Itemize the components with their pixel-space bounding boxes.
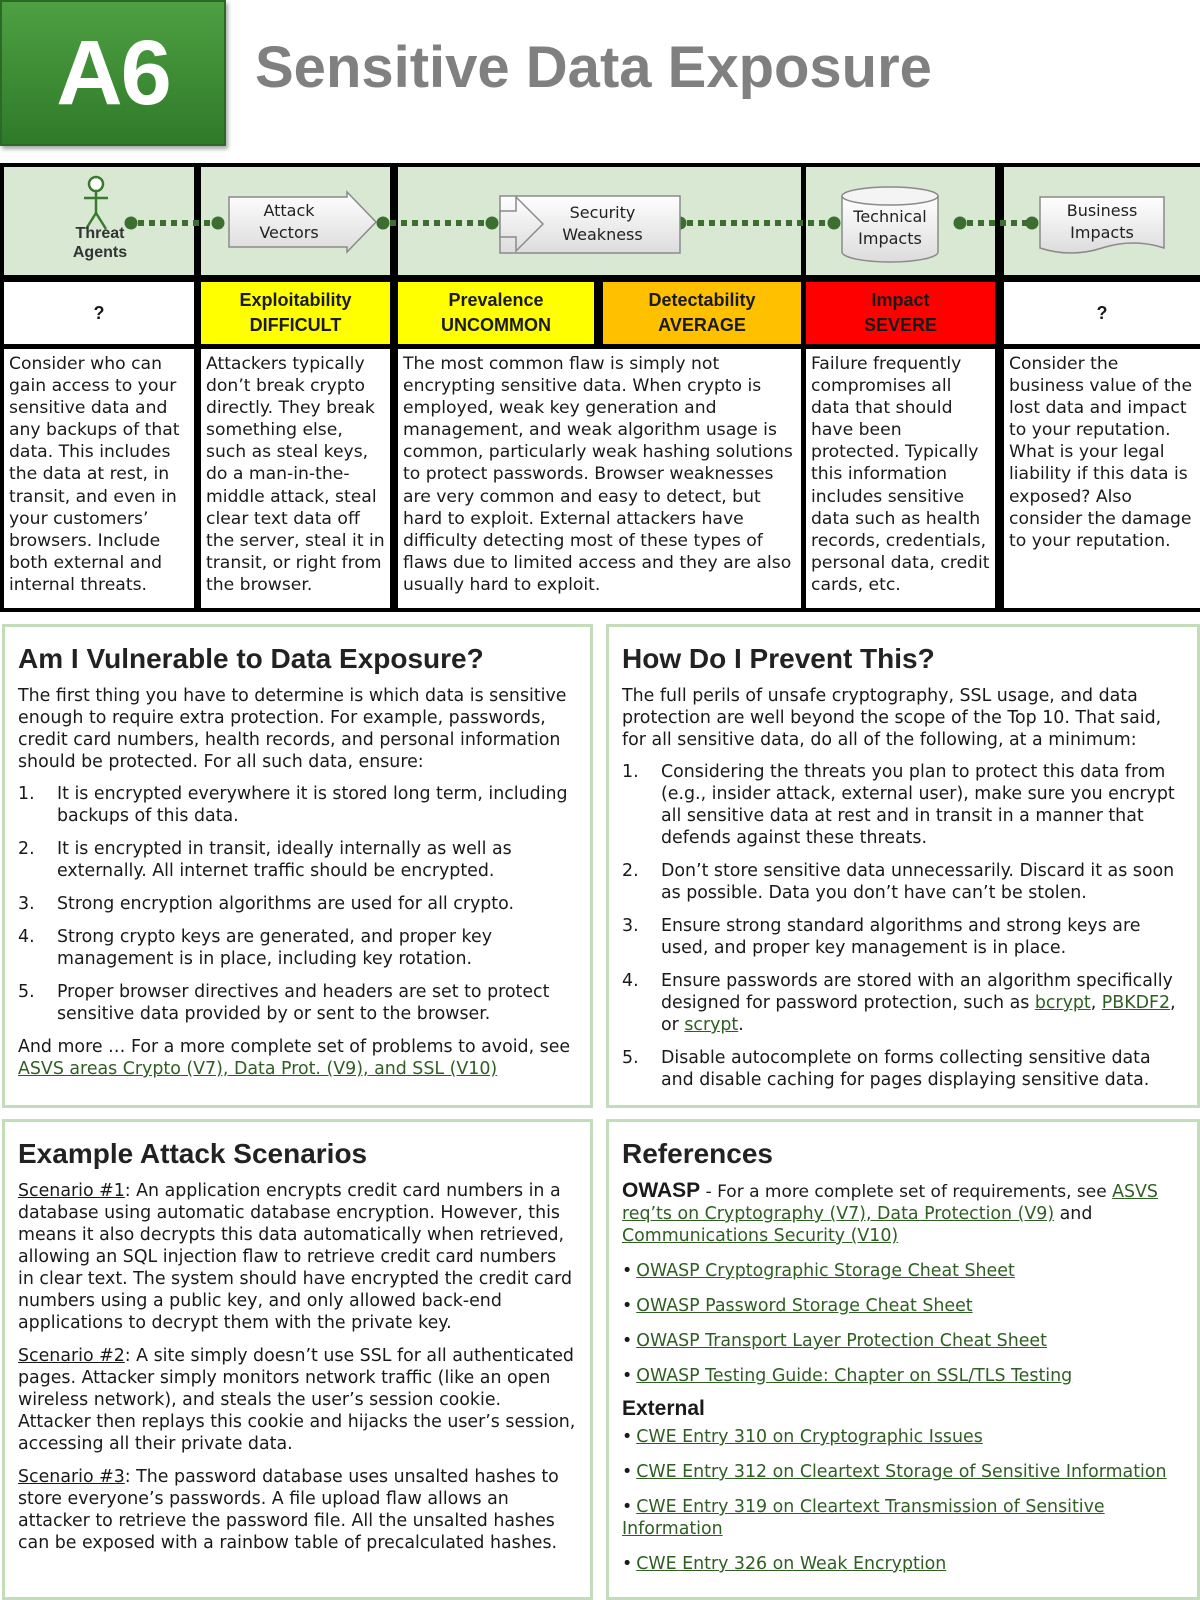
reference-item: [622, 1496, 1184, 1540]
scenarios-title: Example Attack Scenarios: [18, 1138, 368, 1169]
list-item: 1. Considering the threats you plan to protect this data from (e.g., insider attack, external user), make sure you encrypt all sensitive data at rest and in transit in a manner that defends against these threats.: [622, 762, 1175, 848]
list-item: 2. Don’t store sensitive data unnecessarily. Discard it as soon as possible. Data you don’t have can’t be stolen.: [622, 861, 1175, 903]
security-weakness-label: Security Weakness: [562, 203, 643, 244]
risk-descriptions-row: [0, 349, 1200, 608]
bullet: •: [622, 1261, 633, 1281]
list-item: 3. Strong encryption algorithms are used for all crypto.: [18, 894, 514, 914]
reference-link[interactable]: OWASP Transport Layer Protection Cheat Sheet: [636, 1331, 1047, 1351]
technical-description: Failure frequently compromises all data that should have been protected. Typically this information includes sensitive data such as health records, credentials, personal data, credit cards, etc.: [806, 349, 995, 608]
reference-link[interactable]: CWE Entry 312 on Cleartext Storage of Sensitive Information: [636, 1462, 1167, 1482]
prevalence-label: Prevalence: [448, 290, 544, 310]
risk-id-badge: A6: [0, 0, 226, 146]
prevent-list: [622, 761, 1184, 1091]
vulnerable-intro: The first thing you have to determine is which data is sensitive enough to require extra protection. For example, passwords, credit card numbers, health records, and personal information should be protected. For all such data, ensure:: [18, 686, 567, 772]
reference-link[interactable]: CWE Entry 319 on Cleartext Transmission of Sensitive Information: [622, 1497, 1105, 1539]
threat-rating-value: ?: [93, 302, 105, 323]
bullet: •: [622, 1331, 633, 1351]
list-item: 1. It is encrypted everywhere it is stored long term, including backups of this data.: [18, 784, 568, 826]
bcrypt-link[interactable]: bcrypt: [1034, 993, 1091, 1013]
impact-value: SEVERE: [863, 315, 938, 335]
bullet: •: [622, 1554, 633, 1574]
risk-flow-diagram: [0, 0, 1200, 300]
scenario-item: Scenario #3: The password database uses unsalted hashes to store everyone’s passwords. A file upload flaw allows an attacker to retrieve the password file. All the unsalted hashes can be exposed with a rainbow table of precalculated hashes.: [18, 1467, 559, 1553]
threat-description: Consider who can gain access to your sensitive data and any backups of that data. This includes the data at rest, in transit, and even in your customers’ browsers. Include both external and internal threats.: [4, 349, 194, 608]
detectability-label: Detectability: [648, 290, 756, 310]
vulnerable-more: [18, 1036, 577, 1080]
business-impacts-label: Business Impacts: [1066, 201, 1138, 242]
reference-link[interactable]: OWASP Password Storage Cheat Sheet: [636, 1296, 973, 1316]
prevent-title: How Do I Prevent This?: [622, 643, 935, 674]
asvs-crypto-link[interactable]: ASVS req’ts on Cryptography (V7), Data Protection (V9): [622, 1182, 1158, 1224]
bullet: •: [622, 1427, 633, 1447]
scenario-item: Scenario #1: An application encrypts credit card numbers in a database using automatic database encryption. However, this means it also decrypts this data automatically when retrieved, allowing an SQL injection flaw to retrieve credit card numbers in clear text. The system should have encrypted the credit card numbers using a public key, and only allowed back-end applications to decrypt them with the private key.: [18, 1181, 573, 1333]
business-rating-value: ?: [1096, 302, 1108, 323]
list-item: 2. It is encrypted in transit, ideally internally as well as externally. All internet traffic should be encrypted.: [18, 839, 512, 881]
reference-link[interactable]: CWE Entry 326 on Weak Encryption: [636, 1554, 947, 1574]
list-item: 5. Disable autocomplete on forms collecting sensitive data and disable caching for pages displaying sensitive data.: [622, 1048, 1151, 1090]
external-heading: External: [622, 1397, 705, 1420]
page-title: Sensitive Data Exposure: [255, 35, 932, 100]
threat-agent-person-icon: [84, 177, 108, 229]
exploitability-label: Exploitability: [239, 290, 352, 310]
bullet: •: [622, 1497, 633, 1517]
references-title: References: [622, 1138, 773, 1169]
vulnerable-panel: [2, 624, 593, 1108]
reference-item: [622, 1426, 1184, 1448]
vulnerable-more-text: And more … For a more complete set of problems to avoid, see: [18, 1037, 571, 1057]
detectability-value: AVERAGE: [658, 315, 746, 335]
weakness-description: The most common flaw is simply not encrypting sensitive data. When crypto is employed, weak key generation and management, and weak algorithm usage is common, particularly weak hashing solutions to protect passwords. Browser weaknesses are very common and easy to detect, but hard to exploit. External attackers have difficulty detecting most of these types of flaws due to limited access and they are also usually hard to exploit.: [398, 349, 801, 608]
vulnerable-title: Am I Vulnerable to Data Exposure?: [18, 643, 484, 674]
scenario-item: Scenario #2: A site simply doesn’t use SSL for all authenticated pages. Attacker simply monitors network traffic (like an open wireless network), and steals the user’s session cookie. Attacker then replays this cookie and hijacks the user’s session, accessing all their private data.: [18, 1346, 576, 1454]
owasp-reference-list: [622, 1260, 1184, 1387]
list-item: 4. Strong crypto keys are generated, and proper key management is in place, including key rotation.: [18, 927, 492, 969]
reference-item: [622, 1553, 1184, 1575]
attack-vectors-label: Attack Vectors: [259, 201, 319, 242]
list-item: 5. Proper browser directives and headers are set to protect sensitive data provided by or sent to the browser.: [18, 982, 550, 1024]
bullet: •: [622, 1296, 633, 1316]
impact-label: Impact: [871, 290, 930, 310]
pbkdf2-link[interactable]: PBKDF2: [1101, 993, 1171, 1013]
scenarios-panel: [2, 1119, 593, 1600]
prevent-intro: The full perils of unsafe cryptography, SSL usage, and data protection are well beyond the scope of the Top 10. That said, for all sensitive data, do all of the following, at a minimum:: [622, 686, 1162, 750]
bullet: •: [622, 1366, 633, 1386]
attack-description: Attackers typically don’t break crypto directly. They break something else, such as steal keys, do a man-in-the-middle attack, steal clear text data off the server, steal it in transit, or right from the browser.: [201, 349, 390, 608]
list-item: 3. Ensure strong standard algorithms and strong keys are used, and proper key management is in place.: [622, 916, 1141, 958]
business-description: Consider the business value of the lost data and impact to your reputation. What is your legal liability if this data is exposed? Also consider the damage to your reputation.: [1004, 349, 1200, 608]
owasp-intro: OWASP - For a more complete set of requirements, see ASVS req’ts on Cryptography (V7), Data Protection (V9) and Communications Security (V10): [622, 1179, 1158, 1246]
reference-item: [622, 1365, 1184, 1387]
reference-item: [622, 1461, 1184, 1483]
reference-link[interactable]: OWASP Cryptographic Storage Cheat Sheet: [636, 1261, 1015, 1281]
reference-item: [622, 1260, 1184, 1282]
asvs-areas-link[interactable]: ASVS areas Crypto (V7), Data Prot. (V9), and SSL (V10): [18, 1059, 498, 1079]
references-panel: [606, 1119, 1200, 1600]
reference-item: [622, 1330, 1184, 1352]
external-reference-list: [622, 1426, 1184, 1575]
reference-item: [622, 1295, 1184, 1317]
threat-agents-label: Threat Agents: [72, 225, 128, 261]
prevent-panel: [606, 624, 1200, 1108]
prevalence-value: UNCOMMON: [441, 315, 551, 335]
exploitability-value: DIFFICULT: [249, 315, 342, 335]
vulnerable-list: [18, 783, 577, 1025]
scrypt-link[interactable]: scrypt: [684, 1015, 739, 1035]
reference-link[interactable]: OWASP Testing Guide: Chapter on SSL/TLS Testing: [636, 1366, 1073, 1386]
technical-impacts-label: Technical Impacts: [853, 207, 927, 248]
bullet: •: [622, 1462, 633, 1482]
asvs-comms-link[interactable]: Communications Security (V10): [622, 1226, 899, 1246]
list-item: 4. Ensure passwords are stored with an algorithm specifically designed for password protection, such as bcrypt, PBKDF2, or scrypt.: [622, 971, 1176, 1035]
reference-link[interactable]: CWE Entry 310 on Cryptographic Issues: [636, 1427, 983, 1447]
